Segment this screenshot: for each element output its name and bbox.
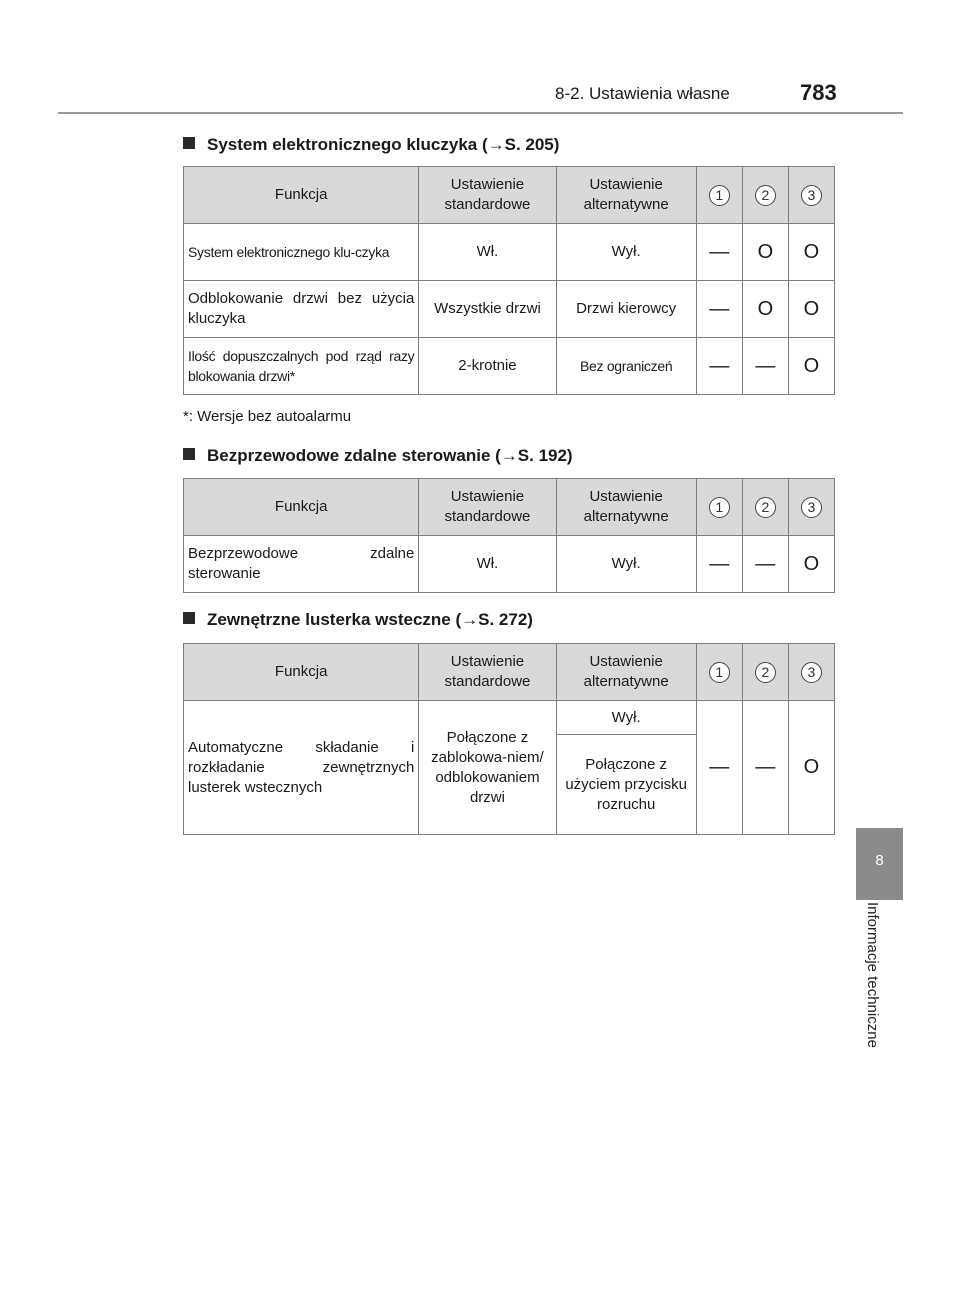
table-header-row xyxy=(184,479,835,536)
cell-mark-3: O xyxy=(788,338,834,395)
cell-mark-1: — xyxy=(696,281,742,338)
section-title-smart-key xyxy=(183,135,559,155)
table-header-row xyxy=(184,167,835,224)
footnote: *: Wersje bez autoalarmu xyxy=(183,408,352,425)
cell-function: Bezprzewodowe zdalne sterowanie xyxy=(184,536,419,593)
cell-default: Wł. xyxy=(419,536,556,593)
cell-mark-2: — xyxy=(742,338,788,395)
header-function: Funkcja xyxy=(184,479,419,536)
circled-2-icon: 2 xyxy=(755,185,776,206)
page-number: 783 xyxy=(800,80,837,105)
circled-2-icon: 2 xyxy=(755,662,776,683)
circled-1-icon: 1 xyxy=(709,662,730,683)
section-title-text: Bezprzewodowe zdalne sterowanie (→S. 192) xyxy=(207,446,573,465)
header-alternative: Ustawienie alternatywne xyxy=(556,644,696,701)
table-row xyxy=(184,338,835,395)
cell-alternative: Wył. xyxy=(556,536,696,593)
chapter-tab-label: Informacje techniczne xyxy=(864,902,881,1048)
cell-alternative: Połączone z użyciem przycisku rozruchu xyxy=(556,735,696,835)
cell-mark-2: — xyxy=(742,701,788,835)
cell-default: Połączone z zablokowa-niem/ odblokowaniem drzwi xyxy=(419,701,556,835)
bullet-square-icon xyxy=(183,612,195,624)
section-title-mirrors xyxy=(183,610,533,630)
section-title-text: Zewnętrzne lusterka wsteczne (→S. 272) xyxy=(207,610,533,629)
table-row xyxy=(184,536,835,593)
table-row xyxy=(184,224,835,281)
settings-table-smart-key xyxy=(183,166,835,395)
cell-function: Ilość dopuszczalnych pod rząd razy blokowania drzwi* xyxy=(184,338,419,395)
cell-alternative: Wył. xyxy=(556,224,696,281)
bullet-square-icon xyxy=(183,448,195,460)
cell-mark-2: O xyxy=(742,281,788,338)
header-alternative: Ustawienie alternatywne xyxy=(556,167,696,224)
cell-alternative: Drzwi kierowcy xyxy=(556,281,696,338)
cell-mark-2: — xyxy=(742,536,788,593)
cell-mark-3: O xyxy=(788,701,834,835)
circled-1-icon: 1 xyxy=(709,185,730,206)
header-function: Funkcja xyxy=(184,644,419,701)
header-divider xyxy=(58,112,903,114)
cell-default: Wszystkie drzwi xyxy=(419,281,556,338)
table-row xyxy=(184,701,835,735)
cell-mark-3: O xyxy=(788,536,834,593)
circled-3-icon: 3 xyxy=(801,185,822,206)
cell-default: Wł. xyxy=(419,224,556,281)
cell-mark-3: O xyxy=(788,281,834,338)
running-header-section: 8-2. Ustawienia własne xyxy=(555,84,730,103)
settings-table-remote xyxy=(183,478,835,593)
cell-default: 2-krotnie xyxy=(419,338,556,395)
header-default: Ustawienie standardowe xyxy=(419,479,556,536)
circled-1-icon: 1 xyxy=(709,497,730,518)
cell-mark-2: O xyxy=(742,224,788,281)
cell-function: Odblokowanie drzwi bez użycia kluczyka xyxy=(184,281,419,338)
cell-mark-1: — xyxy=(696,701,742,835)
section-title-text: System elektronicznego kluczyka (→S. 205) xyxy=(207,135,560,154)
cell-function: Automatyczne składanie i rozkładanie zewnętrznych lusterek wstecznych xyxy=(184,701,419,835)
bullet-square-icon xyxy=(183,137,195,149)
cell-mark-1: — xyxy=(696,536,742,593)
circled-3-icon: 3 xyxy=(801,497,822,518)
section-title-remote xyxy=(183,446,573,466)
header-default: Ustawienie standardowe xyxy=(419,644,556,701)
header-function: Funkcja xyxy=(184,167,419,224)
cell-mark-3: O xyxy=(788,224,834,281)
cell-function: System elektronicznego klu-czyka xyxy=(184,224,419,281)
header-alternative: Ustawienie alternatywne xyxy=(556,479,696,536)
table-header-row xyxy=(184,644,835,701)
cell-mark-1: — xyxy=(696,224,742,281)
cell-alternative: Bez ograniczeń xyxy=(556,338,696,395)
circled-2-icon: 2 xyxy=(755,497,776,518)
table-row xyxy=(184,281,835,338)
cell-mark-1: — xyxy=(696,338,742,395)
settings-table-mirrors xyxy=(183,643,835,835)
circled-3-icon: 3 xyxy=(801,662,822,683)
header-default: Ustawienie standardowe xyxy=(419,167,556,224)
chapter-tab-number: 8 xyxy=(875,852,884,869)
cell-alternative: Wył. xyxy=(556,701,696,735)
